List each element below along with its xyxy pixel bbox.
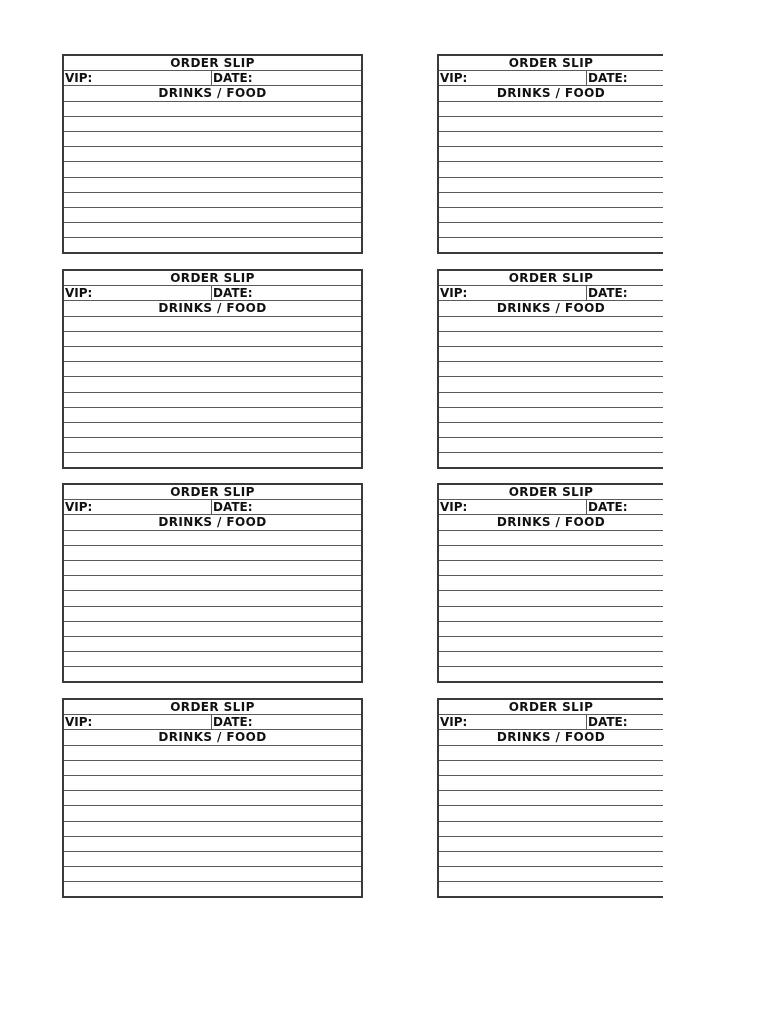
order-line[interactable]: [439, 377, 663, 392]
vip-field[interactable]: VIP:: [439, 286, 587, 300]
order-line[interactable]: [64, 546, 361, 561]
order-slip-right-2: [437, 269, 663, 469]
order-line[interactable]: [64, 332, 361, 347]
vip-date-row: [439, 71, 663, 86]
order-line[interactable]: [439, 607, 663, 622]
order-slip-left-4: [62, 698, 363, 898]
vip-date-row: [64, 286, 361, 301]
vip-field[interactable]: VIP:: [64, 715, 212, 729]
order-line[interactable]: [439, 193, 663, 208]
order-slip-title: ORDER SLIP: [64, 700, 361, 715]
order-line[interactable]: [64, 622, 361, 637]
order-line[interactable]: [64, 453, 361, 468]
vip-date-row: [64, 500, 361, 515]
order-line[interactable]: [439, 132, 663, 147]
order-line[interactable]: [64, 178, 361, 193]
order-line[interactable]: [439, 238, 663, 253]
order-line[interactable]: [64, 652, 361, 667]
order-line[interactable]: [64, 867, 361, 882]
drinks-food-heading: DRINKS / FOOD: [439, 515, 663, 530]
order-line[interactable]: [64, 132, 361, 147]
order-line[interactable]: [64, 561, 361, 576]
order-line[interactable]: [64, 193, 361, 208]
order-line[interactable]: [439, 761, 663, 776]
order-line[interactable]: [64, 822, 361, 837]
order-line[interactable]: [439, 408, 663, 423]
vip-date-row: [439, 286, 663, 301]
order-slip-right-1: [437, 54, 663, 254]
order-line[interactable]: [64, 317, 361, 332]
order-slip-title: ORDER SLIP: [439, 700, 663, 715]
drinks-food-heading: DRINKS / FOOD: [439, 730, 663, 745]
order-line[interactable]: [64, 362, 361, 377]
order-line[interactable]: [64, 806, 361, 821]
order-slip-left-1: [62, 54, 363, 254]
vip-field[interactable]: VIP:: [64, 500, 212, 514]
order-line[interactable]: [439, 882, 663, 897]
order-slip-title: ORDER SLIP: [64, 56, 361, 71]
drinks-food-heading: DRINKS / FOOD: [439, 301, 663, 316]
order-line[interactable]: [64, 746, 361, 761]
vip-date-row: [64, 71, 361, 86]
vip-field[interactable]: VIP:: [64, 71, 212, 85]
drinks-food-heading: DRINKS / FOOD: [64, 730, 361, 745]
order-slip-right-4: [437, 698, 663, 898]
order-line[interactable]: [439, 531, 663, 546]
order-line[interactable]: [439, 117, 663, 132]
drinks-food-heading: DRINKS / FOOD: [64, 515, 361, 530]
vip-field[interactable]: VIP:: [439, 500, 587, 514]
order-line[interactable]: [64, 637, 361, 652]
date-field[interactable]: DATE:: [213, 715, 253, 730]
order-line[interactable]: [439, 438, 663, 453]
order-line[interactable]: [64, 667, 361, 682]
date-field[interactable]: DATE:: [588, 500, 628, 515]
order-line[interactable]: [439, 423, 663, 438]
order-line[interactable]: [439, 746, 663, 761]
order-line[interactable]: [64, 531, 361, 546]
order-line[interactable]: [439, 223, 663, 238]
order-line[interactable]: [64, 117, 361, 132]
date-field[interactable]: DATE:: [213, 500, 253, 515]
order-line[interactable]: [439, 102, 663, 117]
order-line[interactable]: [64, 223, 361, 238]
order-line[interactable]: [64, 882, 361, 897]
order-line[interactable]: [64, 347, 361, 362]
order-line[interactable]: [439, 776, 663, 791]
order-slip-left-2: [62, 269, 363, 469]
order-line[interactable]: [439, 362, 663, 377]
order-line[interactable]: [439, 317, 663, 332]
order-line[interactable]: [64, 776, 361, 791]
order-line[interactable]: [64, 591, 361, 606]
order-line[interactable]: [64, 438, 361, 453]
order-line[interactable]: [64, 238, 361, 253]
order-line[interactable]: [439, 347, 663, 362]
order-line[interactable]: [64, 408, 361, 423]
order-line[interactable]: [64, 607, 361, 622]
order-line[interactable]: [439, 576, 663, 591]
order-line[interactable]: [64, 791, 361, 806]
order-line[interactable]: [439, 791, 663, 806]
vip-field[interactable]: VIP:: [439, 71, 587, 85]
vip-date-row: [64, 715, 361, 730]
drinks-food-heading: DRINKS / FOOD: [439, 86, 663, 101]
date-field[interactable]: DATE:: [213, 71, 253, 86]
order-line[interactable]: [439, 667, 663, 682]
date-field[interactable]: DATE:: [588, 715, 628, 730]
order-slip-right-3: [437, 483, 663, 683]
order-line[interactable]: [64, 377, 361, 392]
order-line[interactable]: [439, 162, 663, 177]
order-line[interactable]: [439, 806, 663, 821]
date-field[interactable]: DATE:: [588, 286, 628, 301]
order-slip-title: ORDER SLIP: [439, 485, 663, 500]
order-line[interactable]: [439, 637, 663, 652]
order-line[interactable]: [64, 837, 361, 852]
vip-field[interactable]: VIP:: [64, 286, 212, 300]
order-line[interactable]: [64, 162, 361, 177]
order-line[interactable]: [439, 332, 663, 347]
order-line[interactable]: [439, 822, 663, 837]
order-line[interactable]: [64, 208, 361, 223]
order-line[interactable]: [439, 147, 663, 162]
order-line[interactable]: [439, 208, 663, 223]
vip-field[interactable]: VIP:: [439, 715, 587, 729]
order-line[interactable]: [439, 837, 663, 852]
drinks-food-heading: DRINKS / FOOD: [64, 301, 361, 316]
order-line[interactable]: [439, 546, 663, 561]
order-line[interactable]: [439, 652, 663, 667]
drinks-food-heading: DRINKS / FOOD: [64, 86, 361, 101]
order-slip-title: ORDER SLIP: [439, 271, 663, 286]
vip-date-row: [439, 715, 663, 730]
order-line[interactable]: [64, 393, 361, 408]
order-slip-title: ORDER SLIP: [64, 485, 361, 500]
order-line[interactable]: [439, 591, 663, 606]
vip-date-row: [439, 500, 663, 515]
order-slip-left-3: [62, 483, 363, 683]
order-line[interactable]: [439, 622, 663, 637]
order-line[interactable]: [439, 178, 663, 193]
order-slip-title: ORDER SLIP: [64, 271, 361, 286]
order-line[interactable]: [439, 453, 663, 468]
order-line[interactable]: [64, 423, 361, 438]
order-line[interactable]: [439, 561, 663, 576]
order-line[interactable]: [64, 576, 361, 591]
order-line[interactable]: [64, 761, 361, 776]
order-line[interactable]: [64, 852, 361, 867]
order-line[interactable]: [439, 867, 663, 882]
order-line[interactable]: [439, 393, 663, 408]
order-line[interactable]: [64, 102, 361, 117]
order-slip-title: ORDER SLIP: [439, 56, 663, 71]
order-line[interactable]: [439, 852, 663, 867]
date-field[interactable]: DATE:: [213, 286, 253, 301]
order-line[interactable]: [64, 147, 361, 162]
date-field[interactable]: DATE:: [588, 71, 628, 86]
